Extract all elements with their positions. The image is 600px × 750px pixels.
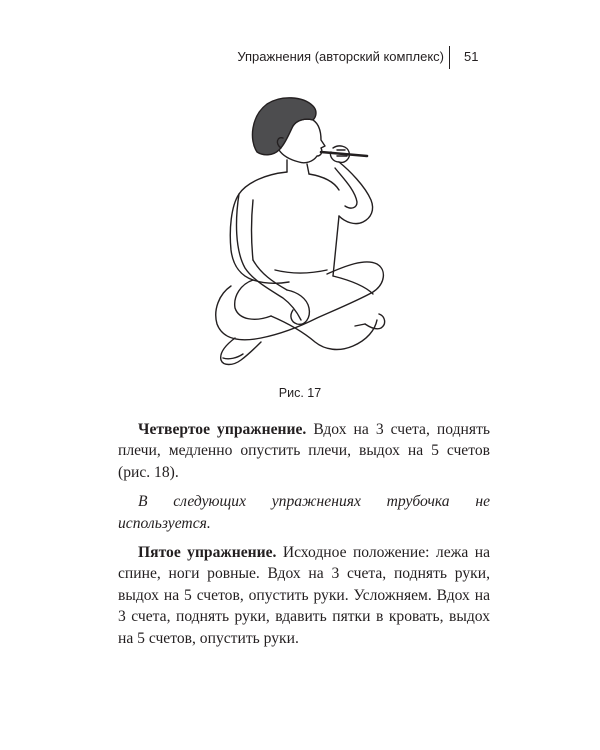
person-breathing-tube-illustration-icon [205,90,405,380]
exercise-4-text: Вдох на 3 счета, поднять плечи, медленно опустить плечи, выдох на 5 счетов (рис. 18). [118,421,490,481]
body-text [118,419,490,657]
figure-illustration [205,90,405,380]
paragraph-exercise-4 [118,419,490,483]
paragraph-exercise-5 [118,542,490,649]
running-title: Упражнения (авторский комплекс) [237,49,444,64]
note-paragraph: В следующих упражнениях трубочка не используется. [118,493,490,532]
exercise-4-heading: Четвертое упражнение. [138,421,307,438]
figure-caption: Рис. 17 [278,386,322,400]
page-number: 51 [464,49,479,64]
exercise-5-text: Исходное положение: лежа на спине, ноги ровные. Вдох на 3 счета, поднять руки, выдох на 5 счетов, опустить руки. Усложняем. Вдох на 3 счета, поднять руки, вдавить пятки в кровать, выдох на 5 счетов, опустить руки. [118,544,490,647]
running-head [0,46,600,70]
exercise-5-heading: Пятое упражнение. [138,544,277,562]
header-divider [449,46,450,69]
